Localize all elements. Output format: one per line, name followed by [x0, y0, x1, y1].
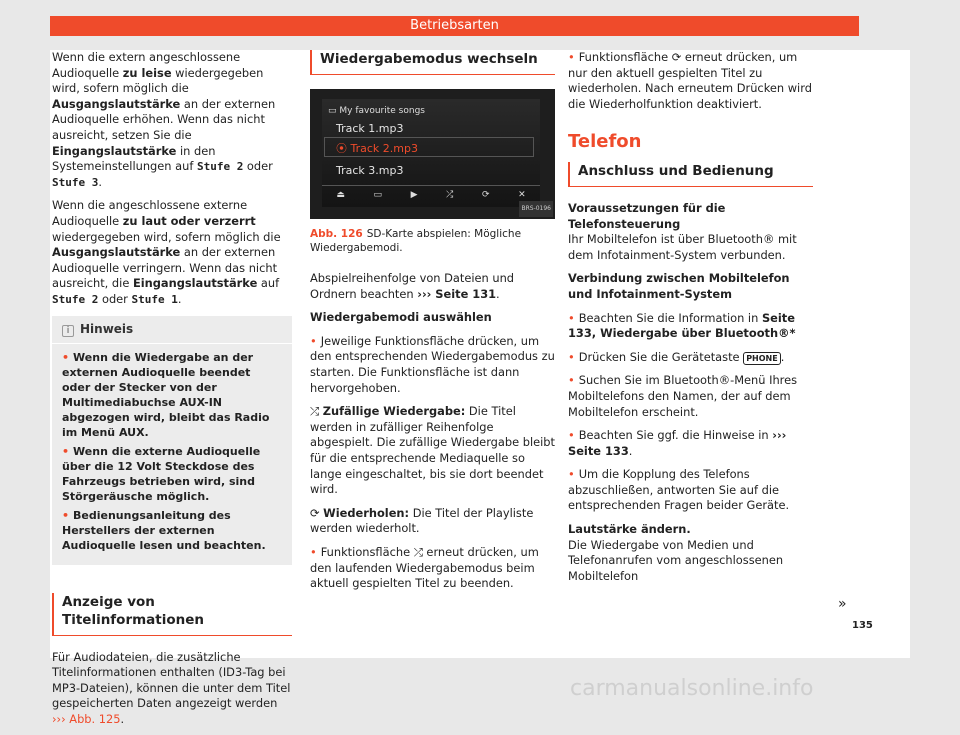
chapter-title: Telefon	[568, 131, 642, 153]
play-icon: ▶	[410, 189, 418, 200]
column-1	[52, 50, 292, 735]
instruction-item: • Beachten Sie ggf. die Hinweise in ››› Seite 133.	[568, 428, 813, 459]
track-item-active: ⦿ Track 2.mp3	[336, 142, 418, 155]
close-icon: ✕	[518, 189, 526, 200]
continued-marker: »	[838, 596, 847, 612]
repeat-icon: ⟳	[310, 505, 324, 520]
phone-key-icon: PHONE	[743, 352, 781, 365]
figure-link[interactable]: ››› Abb. 125	[52, 711, 121, 726]
instruction-item: • Funktionsfläche ⤮ erneut drücken, um den laufenden Wiedergabemodus beim aktuell gespielten Titel zu beenden.	[310, 545, 555, 592]
instruction-item: • Um die Kopplung des Telefons abzuschließen, antworten Sie auf die entsprechenden Fragen beider Geräte.	[568, 467, 813, 514]
instruction-item: • Beachten Sie die Information in Seite 133, Wiedergabe über Bluetooth®*	[568, 311, 813, 342]
note-item: • Wenn die Wiedergabe an der externen Audioquelle beendet oder der Stecker von der Multimediabuchse AUX-IN abgezogen wird, bleibt das Radio im Menü AUX.	[62, 350, 282, 440]
instruction-item: • Drücken Sie die Gerätetaste PHONE .	[568, 350, 813, 366]
instruction-item: • Suchen Sie im Bluetooth®-Menü Ihres Mobiltelefons den Namen, der auf dem Mobiltelefon erscheint.	[568, 373, 813, 420]
repeat-icon: ⟳	[481, 189, 490, 200]
watermark: carmanualsonline.info	[570, 676, 814, 701]
figure-caption: Abb. 126 SD-Karte abspielen: Mögliche Wiedergabemodi.	[310, 228, 522, 254]
note-header: i Hinweis	[52, 316, 292, 344]
page-header: Betriebsarten	[50, 16, 859, 36]
section-title-anschluss: Anschluss und Bedienung	[568, 162, 813, 187]
note-item: • Wenn die externe Audioquelle über die 12 Volt Steckdose des Fahrzeugs betrieben wird, sind Störgeräusche möglich.	[62, 444, 282, 504]
eject-icon: ⏏	[336, 189, 345, 200]
info-icon: i	[62, 325, 74, 337]
subheading: Verbindung zwischen Mobiltelefon und Infotainment-System	[568, 271, 790, 301]
figure-screen	[310, 89, 555, 219]
shuffle-icon: ⤮	[310, 404, 323, 419]
section-title-titelinfo: Anzeige von Titelinformationen	[52, 593, 292, 636]
track-item: Track 1.mp3	[336, 122, 404, 135]
page-link[interactable]: ››› Seite 133	[568, 428, 787, 458]
paragraph-2: Wenn die angeschlossene externe Audioquelle zu laut oder verzerrt wiedergegeben wird, sofern möglich die Ausgangslautstärke an der externen Audioquelle verringern. Wenn das nicht ausreicht, die Eingangslautstärke auf Stufe 2 oder Stufe 1.	[52, 198, 281, 306]
paragraph-1: Wenn die extern angeschlossene Audioquelle zu leise wiedergegeben wird, sofern möglich die Ausgangslautstärke an der externen Audioquelle erhöhen. Wenn das nicht ausreicht, setzen Sie die Eingangslautstärke in den Systemeinstellungen auf Stufe 2 oder Stufe 3.	[52, 50, 276, 189]
page-number: 135	[852, 620, 873, 631]
paragraph-3: Für Audiodateien, die zusätzliche Titelinformationen enthalten (ID3-Tag bei MP3-Dateien), können die unter dem Titel gespeicherten Daten angezeigt werden ››› Abb. 125.	[52, 649, 291, 726]
section-title-wiedergabemodus: Wiedergabemodus wechseln	[310, 50, 555, 75]
page-link[interactable]: Seite 133, Wiedergabe über Bluetooth®*	[568, 310, 796, 341]
shuffle-icon: ⤮	[446, 189, 454, 200]
control-bar	[322, 185, 540, 205]
instruction-item: • Funktionsfläche ⟳ erneut drücken, um nur den aktuell gespielten Titel zu wiederholen. Nach erneutem Drücken wird die Wiederholfunktion deaktiviert.	[568, 50, 813, 112]
volume-block: Lautstärke ändern. Die Wiedergabe von Medien und Telefonanrufen vom angeschlossenen Mobiltelefon	[568, 522, 784, 583]
note-box	[52, 316, 292, 565]
mode-shuffle: ⤮ Zufällige Wiedergabe: Die Titel werden in zufälliger Reihenfolge abgespielt. Die zufällige Wiedergabe bleibt für die entsprechende Mediaquelle so lange eingeschaltet, bis sie dort beendet wird.	[310, 404, 556, 497]
paragraph-1: Abspielreihenfolge von Dateien und Ordnern beachten ››› Seite 131.	[310, 271, 515, 301]
page-link[interactable]: ››› Seite 131	[417, 286, 497, 301]
subheading: Wiedergabemodi auswählen	[310, 310, 492, 325]
folder-label: ▭ My favourite songs	[328, 106, 425, 116]
browse-icon: ▭	[373, 189, 382, 200]
column-3	[568, 50, 813, 592]
figure-code: BRS-0196	[519, 201, 553, 217]
note-item: • Bedienungsanleitung des Herstellers der externen Audioquelle lesen und beachten.	[62, 508, 282, 553]
column-2	[310, 50, 555, 600]
track-item: Track 3.mp3	[336, 164, 404, 177]
requirements-block: Voraussetzungen für die Telefonsteuerung Ihr Mobiltelefon ist über Bluetooth® mit dem Infotainment-System verbunden.	[568, 200, 797, 262]
mode-repeat: ⟳ Wiederholen: Die Titel der Playliste werden wiederholt.	[310, 505, 534, 536]
instruction-item: • Jeweilige Funktionsfläche drücken, um den entsprechenden Wiedergabemodus zu starten. Die Funktionsfläche ist dann hervorgehoben.	[310, 334, 555, 396]
